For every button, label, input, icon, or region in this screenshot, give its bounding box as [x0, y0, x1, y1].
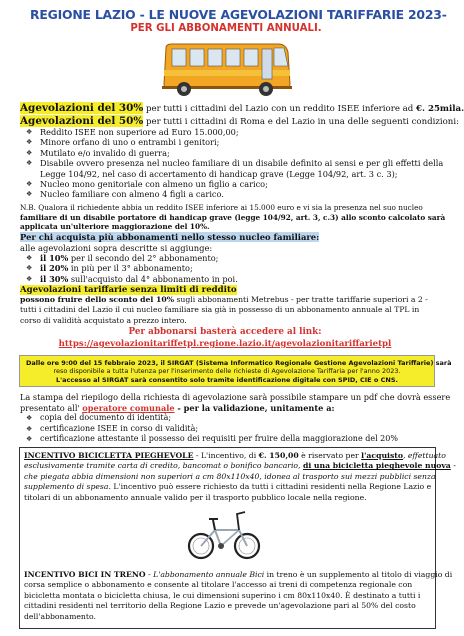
bike-text: è riservato per	[298, 451, 362, 460]
list-item-text: sull'acquisto dal 4° abbonamento in poi.	[68, 273, 238, 284]
page-subtitle: PER GLI ABBONAMENTI ANNUALI.	[130, 23, 322, 34]
list-item-text: per il secondo del 2° abbonamento;	[68, 253, 219, 263]
unlimited-text: tutti i cittadini del Lazio il cui nucleo familiare sia già in possesso di un abbonamento annuale al TPL in	[20, 305, 420, 315]
bike-folding-heading: INCENTIVO BICICLETTA PIEGHEVOLE	[24, 451, 194, 460]
intro-line-50-text: per tutti i cittadini di Roma e del Lazio in una delle seguenti condizioni:	[143, 117, 459, 127]
multiple-section	[20, 232, 434, 253]
bike-text: . L'incentivo può essere richiesto da tutti i cittadini residenti nella Regione Lazio e	[108, 482, 432, 492]
list-item: ❖ Reddito ISEE non superiore ad Euro 15.000,00;	[24, 127, 438, 137]
operatore-comunale: operatore comunale	[82, 402, 175, 413]
bike-text: corsa semplice o abbonamento e consente al titolare l'accesso ai treni di competenza regionale con	[24, 580, 413, 590]
conditions-list	[24, 127, 444, 200]
sirgat-notice-box	[19, 355, 452, 387]
discount-30-label: Agevolazioni del 30%	[20, 102, 144, 114]
bike-text: di una bicicletta pieghevole nuova	[302, 461, 451, 471]
unlimited-text: corso di validità acquistato a prezzo intero.	[20, 315, 187, 325]
bike-text: che piegata abbia dimensioni non superiori a cm 80x110x40, idonea al trasporto sui mezzi pubblici senza	[24, 471, 436, 481]
intro-line-30-text: per tutti i cittadini del Lazio con un reddito ISEE inferiore ad	[143, 104, 416, 114]
print-section	[20, 392, 451, 413]
unlimited-section	[20, 285, 434, 326]
page-title: REGIONE LAZIO - LE NUOVE AGEVOLAZIONI TARIFFARIE 2023-	[30, 7, 447, 22]
notice-line: Dalle ore 9:00 del 15 febbraio 2023, il SIRGAT (Sistema Informatico Regionale Gestione Agevolazioni Tariffarie) sarà	[26, 359, 452, 367]
unlimited-bold: possono fruire dello sconto del 10%	[20, 295, 175, 305]
print-list	[24, 413, 438, 445]
pct-label: il 10%	[40, 253, 69, 263]
note-line: N.B. Qualora il richiedente abbia un reddito ISEE inferiore ai 15.000 euro e vi sia la presenza nel suo nucleo	[20, 203, 423, 212]
bike-text: supplemento di spesa	[24, 482, 109, 492]
list-item-text: in più per il 3° abbonamento;	[68, 263, 193, 274]
multiple-list	[24, 253, 438, 284]
bike-text: bicicletta montata o bicicletta chiusa, le cui dimensioni superino i cm 80x110x40. È destinato a tutti i	[24, 590, 421, 600]
bike-text: titolari di un abbonamento annuale valido per il trasporto pubblico locale nella regione.	[24, 492, 367, 502]
list-item	[24, 253, 438, 263]
multiple-heading: Per chi acquista più abbonamenti nello stesso nucleo familiare:	[20, 232, 320, 242]
list-item: ❖ copia del documento di identità;	[24, 413, 438, 424]
isee-amount: €. 25mila.	[416, 104, 464, 114]
intro-line-50	[20, 115, 459, 127]
bike-text: cittadini residenti nel territorio della Regione Lazio e prevede un'agevolazione pari al 50% del costo	[24, 601, 416, 611]
multiple-intro: alle agevolazioni sopra descritte si aggiunge:	[20, 242, 213, 253]
bike-amount: €. 150,00	[258, 451, 299, 460]
note-line: applicata un'ulteriore maggiorazione del 10%.	[20, 222, 210, 232]
subscription-link[interactable]: https://agevolazionitariffetpl.regione.lazio.it/agevolazionitariffarietpl	[58, 339, 392, 349]
list-item: ❖ Nucleo familiare con almeno 4 figli a carico.	[24, 189, 438, 199]
bus-illustration	[160, 40, 292, 100]
folding-bike-illustration	[185, 506, 265, 562]
unlimited-heading: Agevolazioni tariffarie senza limiti di reddito	[20, 285, 237, 295]
bike-text: L'abbonamento annuale Bici	[153, 570, 265, 579]
list-item: ❖ Nucleo mono genitoriale con almeno un figlio a carico;	[24, 179, 438, 189]
link-label: Per abbonarsi basterà accedere al link:	[128, 327, 322, 337]
bike-text: l'acquisto	[361, 451, 403, 460]
pct-label: il 30%	[40, 273, 69, 284]
bike-text: in treno è un supplemento al titolo di viaggio di	[264, 570, 453, 579]
list-item	[24, 263, 438, 273]
list-item: ❖ Minore orfano di uno o entrambi i genitori;	[24, 137, 438, 147]
notice-line: reso disponibile a tutta l'utenza per l'inserimento delle richieste di Agevolazione Tariffaria per l'anno 2023.	[53, 367, 401, 376]
print-line: La stampa del riepilogo della richiesta di agevolazione sarà possibile stampare un pdf che dovrà essere	[20, 392, 451, 402]
notice-line: L'accesso al SIRGAT sarà consentito solo tramite identificazione digitale con SPID, CIE o CNS.	[56, 375, 398, 384]
bike-text: , effettuato	[402, 451, 446, 460]
bike-text: -	[145, 570, 154, 579]
discount-50-label: Agevolazioni del 50%	[20, 115, 144, 127]
print-text: presentato all'	[20, 402, 83, 413]
unlimited-text: sugli abbonamenti Metrebus - per tratte tariffarie superiori a 2 -	[174, 295, 428, 305]
note-block	[20, 203, 446, 232]
intro-line-30	[20, 102, 464, 114]
list-item	[24, 274, 438, 284]
list-item: ❖ certificazione ISEE in corso di validità;	[24, 424, 438, 435]
bike-text: -	[450, 461, 456, 471]
list-item: ❖ Mutilato e/o invalido di guerra;	[24, 148, 438, 158]
bike-text: dell'abbonamento.	[24, 611, 96, 621]
print-text: - per la validazione, unitamente a:	[174, 402, 335, 413]
list-item-continued	[24, 169, 438, 179]
list-item: ❖ Disabile ovvero presenza nel nucleo familiare di un disabile definito ai sensi e per gli effetti della	[24, 158, 438, 168]
bike-text: - L'incentivo, di	[193, 451, 259, 460]
bike-train-section	[24, 570, 453, 622]
bike-folding-section	[24, 451, 456, 503]
note-line: familiare di un disabile portatore di handicap grave (legge 104/92, art. 3, c.3) allo sconto calcolato sarà	[20, 212, 446, 222]
list-item-text: Legge 104/92, nel caso di accertamento di handicap grave (Legge 104/92, art. 3 c. 3);	[40, 168, 398, 179]
list-item: ❖ certificazione attestante il possesso dei requisiti per fruire della maggiorazione del 20%	[24, 434, 438, 445]
bike-train-heading: INCENTIVO BICI IN TRENO	[24, 570, 146, 579]
pct-label: il 20%	[40, 263, 69, 274]
bike-text: esclusivamente tramite carta di credito, bancomat o bonifico bancario,	[24, 461, 303, 471]
